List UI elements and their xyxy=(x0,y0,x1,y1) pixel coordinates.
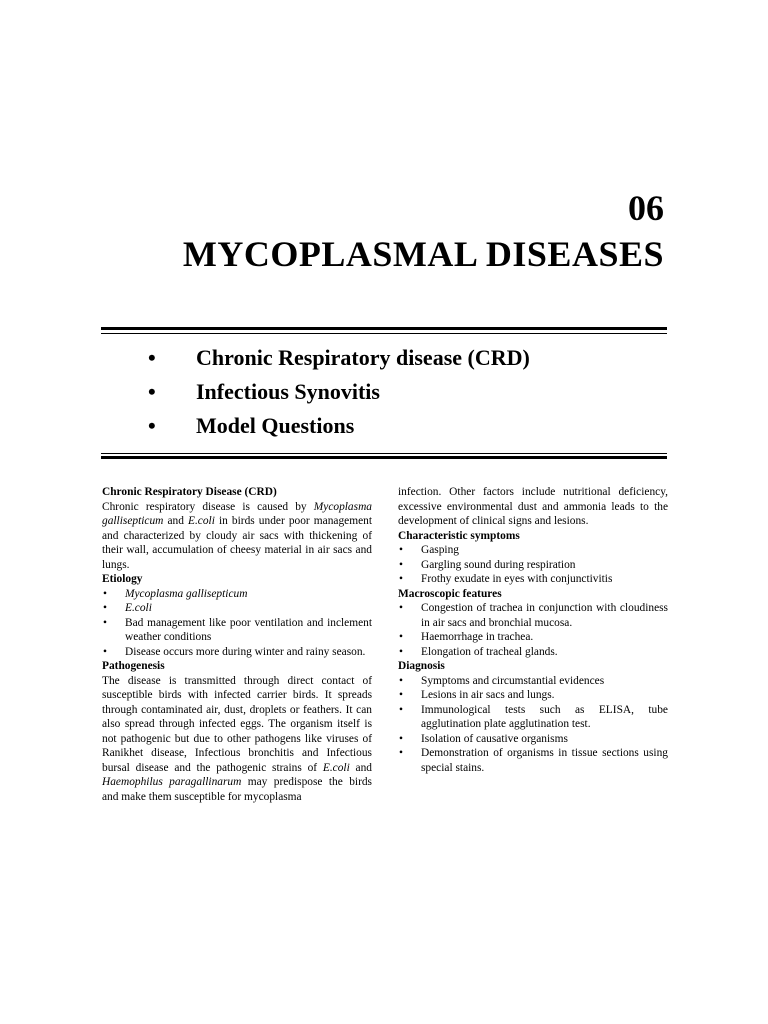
bullet-icon: • xyxy=(148,413,156,438)
bullet-icon: • xyxy=(148,345,156,370)
list-item: • Isolation of causative organisms xyxy=(399,732,568,745)
etiology-list xyxy=(102,587,372,660)
list-item: • Gasping xyxy=(399,544,459,556)
bullet-icon: • xyxy=(103,645,107,658)
toc-item: • Infectious Synovitis xyxy=(148,375,530,409)
bullet-icon: • xyxy=(399,544,403,556)
macroscopic-heading: Macroscopic features xyxy=(398,587,502,600)
bullet-icon: • xyxy=(103,602,107,614)
pathogenesis-paragraph: The disease is transmitted through direct contact of susceptible birds with infected carrier birds. It spreads through contaminated air, dust, droplets or feathers. It can also spread through infected eggs. The organism itself is not pathogenic but due to other pathogens like viruses of Ranikhet disease, Infectious bronchitis and Infectious bursal disease and the pathogenic strains of E.coli and Haemophilus paragallinarum may predispose the birds and make them susceptible for mycoplasma xyxy=(102,674,372,803)
list-item: • Congestion of trachea in conjunction with cloudiness in air sacs and bronchial mucosa. xyxy=(399,602,668,629)
symptoms-heading: Characteristic symptoms xyxy=(398,529,520,542)
list-item: • Lesions in air sacs and lungs. xyxy=(399,689,555,701)
bullet-icon: • xyxy=(399,573,403,585)
right-text-column xyxy=(398,485,668,775)
bullet-icon: • xyxy=(148,379,156,404)
bullet-icon: • xyxy=(399,703,403,716)
list-item: • Mycoplasma gallisepticum xyxy=(103,587,248,600)
bullet-icon: • xyxy=(399,631,403,643)
list-item: • Demonstration of organisms in tissue sections using special stains. xyxy=(399,747,668,774)
continuation-paragraph: infection. Other factors include nutritional deficiency, excessive environmental dust and ammonia leads to the development of clinical signs and lesions. xyxy=(398,486,668,527)
list-item: • Elongation of tracheal glands. xyxy=(399,645,558,658)
list-item: • Disease occurs more during winter and rainy season. xyxy=(103,645,366,658)
bullet-icon: • xyxy=(399,558,403,571)
bullet-icon: • xyxy=(399,674,403,687)
bullet-icon: • xyxy=(399,645,403,658)
list-item: • Frothy exudate in eyes with conjunctivitis xyxy=(399,573,613,585)
bullet-icon: • xyxy=(103,616,107,629)
bullet-icon: • xyxy=(399,747,403,759)
chapter-title: MYCOPLASMAL DISEASES xyxy=(182,234,664,274)
chapter-contents-list xyxy=(148,341,530,443)
chapter-number: 06 xyxy=(628,188,664,228)
bullet-icon: • xyxy=(103,587,107,600)
symptoms-list xyxy=(398,543,668,587)
macroscopic-list xyxy=(398,601,668,659)
toc-item: • Chronic Respiratory disease (CRD) xyxy=(148,341,530,375)
list-item: • Haemorrhage in trachea. xyxy=(399,631,534,643)
list-item: • Immunological tests such as ELISA, tube agglutination plate agglutination test. xyxy=(399,703,668,730)
toc-item: • Model Questions xyxy=(148,409,530,443)
diagnosis-heading: Diagnosis xyxy=(398,660,445,672)
bullet-icon: • xyxy=(399,689,403,701)
bullet-icon: • xyxy=(399,602,403,614)
list-item: • Bad management like poor ventilation and inclement weather conditions xyxy=(103,616,372,643)
top-double-rule xyxy=(101,327,667,334)
pathogenesis-heading: Pathogenesis xyxy=(102,660,165,672)
left-text-column xyxy=(102,485,372,804)
list-item: • Symptoms and circumstantial evidences xyxy=(399,674,605,687)
section-heading: Chronic Respiratory Disease (CRD) xyxy=(102,486,277,498)
bullet-icon: • xyxy=(399,732,403,745)
list-item: • Gargling sound during respiration xyxy=(399,558,576,571)
list-item: • E.coli xyxy=(103,602,152,614)
etiology-heading: Etiology xyxy=(102,573,143,585)
intro-paragraph: Chronic respiratory disease is caused by Mycoplasma gallisepticum and E.coli in birds under poor management and characterized by cloudy air sacs with thickening of their wall, accumulation of cheesy material in air sacs and lungs. xyxy=(102,500,372,571)
bottom-double-rule xyxy=(101,453,667,459)
diagnosis-list xyxy=(398,674,668,776)
